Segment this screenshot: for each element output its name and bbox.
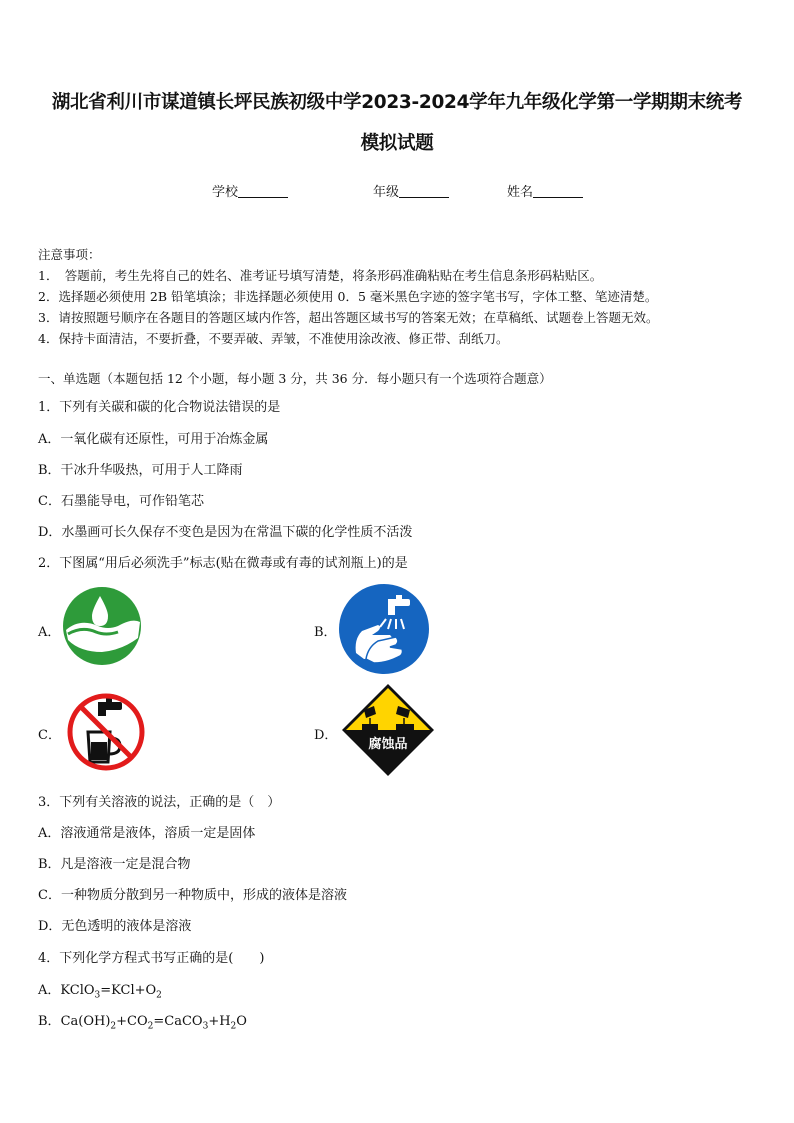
q2-option-d-label: D． xyxy=(314,728,338,743)
q4-option-b-eq-3: +CO xyxy=(116,1014,148,1029)
q4-option-a-label: A． xyxy=(38,983,61,998)
grade-blank[interactable] xyxy=(399,183,449,198)
notice-item-1: 1． 答题前，考生先将自己的姓名、准考证号填写清楚，将条形码准确粘贴在考生信息条形码粘贴区。 xyxy=(38,268,603,283)
notice-item-3: 3．请按照题号顺序在各题目的答题区域内作答，超出答题区域书写的答案无效；在草稿纸、试题卷上答题无效。 xyxy=(38,310,659,325)
q4-stem: 4．下列化学方程式书写正确的是( ) xyxy=(38,951,265,966)
q4-option-a xyxy=(38,979,162,1001)
q1-option-d: D．水墨画可长久保存不变色是因为在常温下碳的化学性质不活泼 xyxy=(38,525,413,540)
notice-item-2: 2．选择题必须使用 2B 铅笔填涂；非选择题必须使用 0．5 毫米黑色字迹的签字笔书写，字体工整、笔迹清楚。 xyxy=(38,289,658,304)
q3-option-b: B．凡是溶液一定是混合物 xyxy=(38,857,191,872)
q2-stem: 2．下图属“用后必须洗手”标志(贴在微毒或有毒的试剂瓶上)的是 xyxy=(38,556,408,571)
q2-option-b-label: B． xyxy=(314,625,337,640)
school-field xyxy=(212,181,288,200)
q3-option-a: A．溶液通常是液体，溶质一定是固体 xyxy=(38,826,256,841)
q1-option-a: A．一氧化碳有还原性，可用于冶炼金属 xyxy=(38,432,269,447)
name-blank[interactable] xyxy=(533,183,583,198)
q4-option-a-eq-4: 2 xyxy=(156,990,162,1001)
q4-option-a-eq-1: KClO xyxy=(60,983,95,998)
q2-option-c-label: C． xyxy=(38,728,61,743)
page-title-line1: 湖北省利川市谋道镇长坪民族初级中学2023-2024学年九年级化学第一学期期末统考 xyxy=(51,92,743,113)
notice-heading: 注意事项： xyxy=(38,247,101,262)
q4-option-a-eq-3: =KCl+O xyxy=(100,983,157,998)
q4-option-b-eq-5: =CaCO xyxy=(153,1014,203,1029)
q1-stem: 1．下列有关碳和碳的化合物说法错误的是 xyxy=(38,400,281,415)
corrosive-hazard-icon xyxy=(340,682,436,778)
q3-option-d: D．无色透明的液体是溶液 xyxy=(38,919,192,934)
school-label: 学校 xyxy=(212,185,239,200)
q4-option-b-eq-6: 3 xyxy=(202,1021,209,1032)
q1-option-c: C．石墨能导电，可作铅笔芯 xyxy=(38,494,204,509)
name-label: 姓名 xyxy=(507,185,534,200)
hand-drop-icon xyxy=(62,586,142,666)
notice-item-4: 4．保持卡面清洁，不要折叠，不要弄破、弄皱，不准使用涂改液、修正带、刮纸刀。 xyxy=(38,331,509,346)
q4-option-b-eq-1: Ca(OH) xyxy=(60,1014,111,1029)
page-title-line2: 模拟试题 xyxy=(360,133,434,154)
wash-hands-icon xyxy=(338,583,430,675)
q3-option-c: C．一种物质分散到另一种物质中，形成的液体是溶液 xyxy=(38,888,347,903)
corrosive-label: 腐蚀品 xyxy=(368,737,408,752)
school-blank[interactable] xyxy=(238,183,288,198)
name-field xyxy=(507,181,583,200)
section-heading: 一、单选题（本题包括 12 个小题，每小题 3 分，共 36 分．每小题只有一个选项符合题意） xyxy=(38,371,552,386)
q4-option-b-label: B． xyxy=(38,1014,61,1029)
q4-option-b-eq-9: O xyxy=(236,1014,247,1029)
no-drinking-icon xyxy=(66,692,146,772)
q1-option-b: B．干冰升华吸热，可用于人工降雨 xyxy=(38,463,243,478)
q3-stem: 3．下列有关溶液的说法，正确的是（ ） xyxy=(38,795,281,810)
q4-option-b-eq-2: 2 xyxy=(110,1021,117,1032)
grade-label: 年级 xyxy=(373,185,400,200)
q4-option-b xyxy=(38,1010,247,1032)
q4-option-b-eq-4: 2 xyxy=(147,1021,154,1032)
q4-option-a-eq-2: 3 xyxy=(94,990,101,1001)
q4-option-b-eq-8: 2 xyxy=(230,1021,237,1032)
q2-option-a-label: A． xyxy=(38,625,61,640)
grade-field xyxy=(373,181,449,200)
q4-option-b-eq-7: +H xyxy=(208,1014,231,1029)
